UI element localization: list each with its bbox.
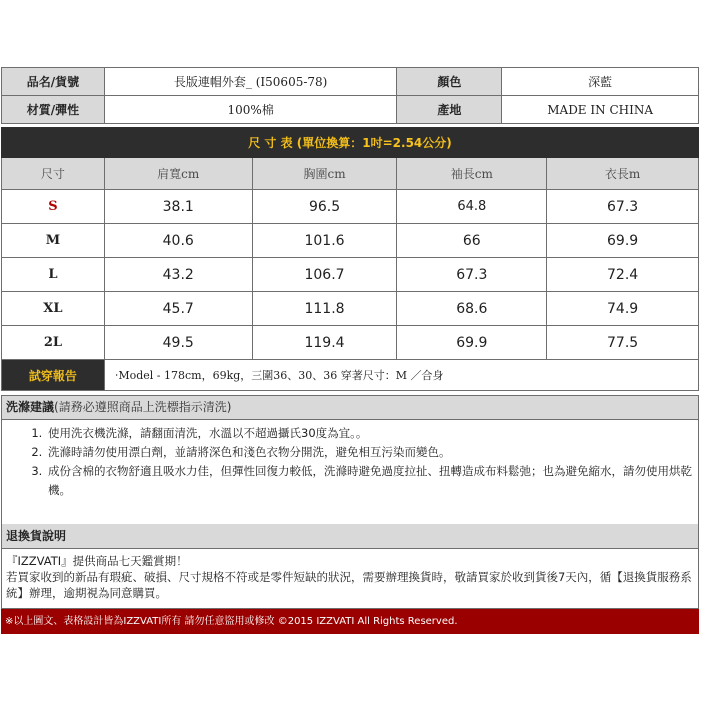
size-cell: S bbox=[2, 190, 105, 224]
origin-value: MADE IN CHINA bbox=[502, 96, 699, 124]
table-cell: 67.3 bbox=[397, 258, 547, 292]
list-item: 2. 洗滌時請勿使用漂白劑，並請將深色和淺色衣物分開洗，避免相互污染而變色。 bbox=[46, 443, 698, 462]
table-cell: 72.4 bbox=[547, 258, 699, 292]
size-columns-row bbox=[2, 158, 699, 190]
table-cell: 67.3 bbox=[547, 190, 699, 224]
info-row-name bbox=[2, 68, 699, 96]
column-header: 衣長m bbox=[547, 158, 699, 190]
wash-title: 洗滌建議 bbox=[6, 400, 55, 414]
table-cell: 77.5 bbox=[547, 326, 699, 360]
table-cell: 49.5 bbox=[104, 326, 252, 360]
table-cell: 38.1 bbox=[104, 190, 252, 224]
origin-label: 產地 bbox=[397, 96, 502, 124]
table-cell: 106.7 bbox=[252, 258, 397, 292]
column-header: 肩寬cm bbox=[104, 158, 252, 190]
column-header: 胸圍cm bbox=[252, 158, 397, 190]
size-table-title: 尺 寸 表 (單位換算：1吋=2.54公分) bbox=[2, 128, 699, 158]
table-cell: 111.8 bbox=[252, 292, 397, 326]
wash-section bbox=[1, 395, 699, 525]
table-cell: 119.4 bbox=[252, 326, 397, 360]
table-cell: 69.9 bbox=[547, 224, 699, 258]
size-table-header bbox=[2, 128, 699, 158]
returns-line: 若買家收到的新品有瑕疵、破損、尺寸規格不符或是零件短缺的狀況，需要辦理換貨時，敬請買家於收到貨後7天內，循【退換貨服務系統】辦理，逾期視為同意購買。 bbox=[6, 570, 692, 600]
color-label: 顏色 bbox=[397, 68, 502, 96]
size-cell: M bbox=[2, 224, 105, 258]
info-row-material bbox=[2, 96, 699, 124]
size-row-m bbox=[2, 224, 699, 258]
table-cell: 40.6 bbox=[104, 224, 252, 258]
color-value: 深藍 bbox=[502, 68, 699, 96]
size-row-l bbox=[2, 258, 699, 292]
size-row-xl bbox=[2, 292, 699, 326]
fit-report-label: 試穿報告 bbox=[2, 360, 105, 391]
size-table bbox=[1, 127, 699, 391]
returns-title: 退換貨說明 bbox=[2, 524, 698, 549]
table-cell: 45.7 bbox=[104, 292, 252, 326]
table-cell: 43.2 bbox=[104, 258, 252, 292]
returns-section bbox=[1, 524, 699, 609]
material-value: 100%棉 bbox=[104, 96, 397, 124]
table-cell: 68.6 bbox=[397, 292, 547, 326]
copyright-footer: ※以上圖文、表格設計皆為IZZVATI所有 請勿任意盜用或修改 ©2015 IZZVATI All Rights Reserved. bbox=[1, 609, 699, 634]
table-cell: 64.8 bbox=[397, 190, 547, 224]
table-cell: 69.9 bbox=[397, 326, 547, 360]
list-item: 3. 成份含棉的衣物舒適且吸水力佳，但彈性回復力較低，洗滌時避免過度拉扯、扭轉造成布料鬆弛；也為避免縮水，請勿使用烘乾機。 bbox=[46, 462, 698, 500]
wash-list bbox=[2, 424, 698, 500]
name-value: 長版連帽外套_ (I50605-78) bbox=[104, 68, 397, 96]
fit-report-value: ‧Model - 178cm，69kg，三圍36、30、36 穿著尺寸：M ／合身 bbox=[104, 360, 698, 391]
returns-line: 『IZZVATI』提供商品七天鑑賞期！ bbox=[6, 554, 188, 568]
fit-report-row bbox=[2, 360, 699, 391]
size-cell: L bbox=[2, 258, 105, 292]
table-cell: 101.6 bbox=[252, 224, 397, 258]
column-header: 尺寸 bbox=[2, 158, 105, 190]
returns-body bbox=[2, 549, 698, 601]
product-info-table bbox=[1, 67, 699, 124]
size-row-s bbox=[2, 190, 699, 224]
size-cell: XL bbox=[2, 292, 105, 326]
table-cell: 66 bbox=[397, 224, 547, 258]
size-row-2l bbox=[2, 326, 699, 360]
wash-note: (請務必遵照商品上洗標指示清洗) bbox=[54, 400, 232, 414]
table-cell: 74.9 bbox=[547, 292, 699, 326]
size-cell: 2L bbox=[2, 326, 105, 360]
column-header: 袖長cm bbox=[397, 158, 547, 190]
name-label: 品名/貨號 bbox=[2, 68, 105, 96]
table-cell: 96.5 bbox=[252, 190, 397, 224]
wash-header bbox=[2, 396, 698, 420]
list-item: 1. 使用洗衣機洗滌，請翻面清洗，水溫以不超過攝氏30度為宜。。 bbox=[46, 424, 698, 443]
material-label: 材質/彈性 bbox=[2, 96, 105, 124]
